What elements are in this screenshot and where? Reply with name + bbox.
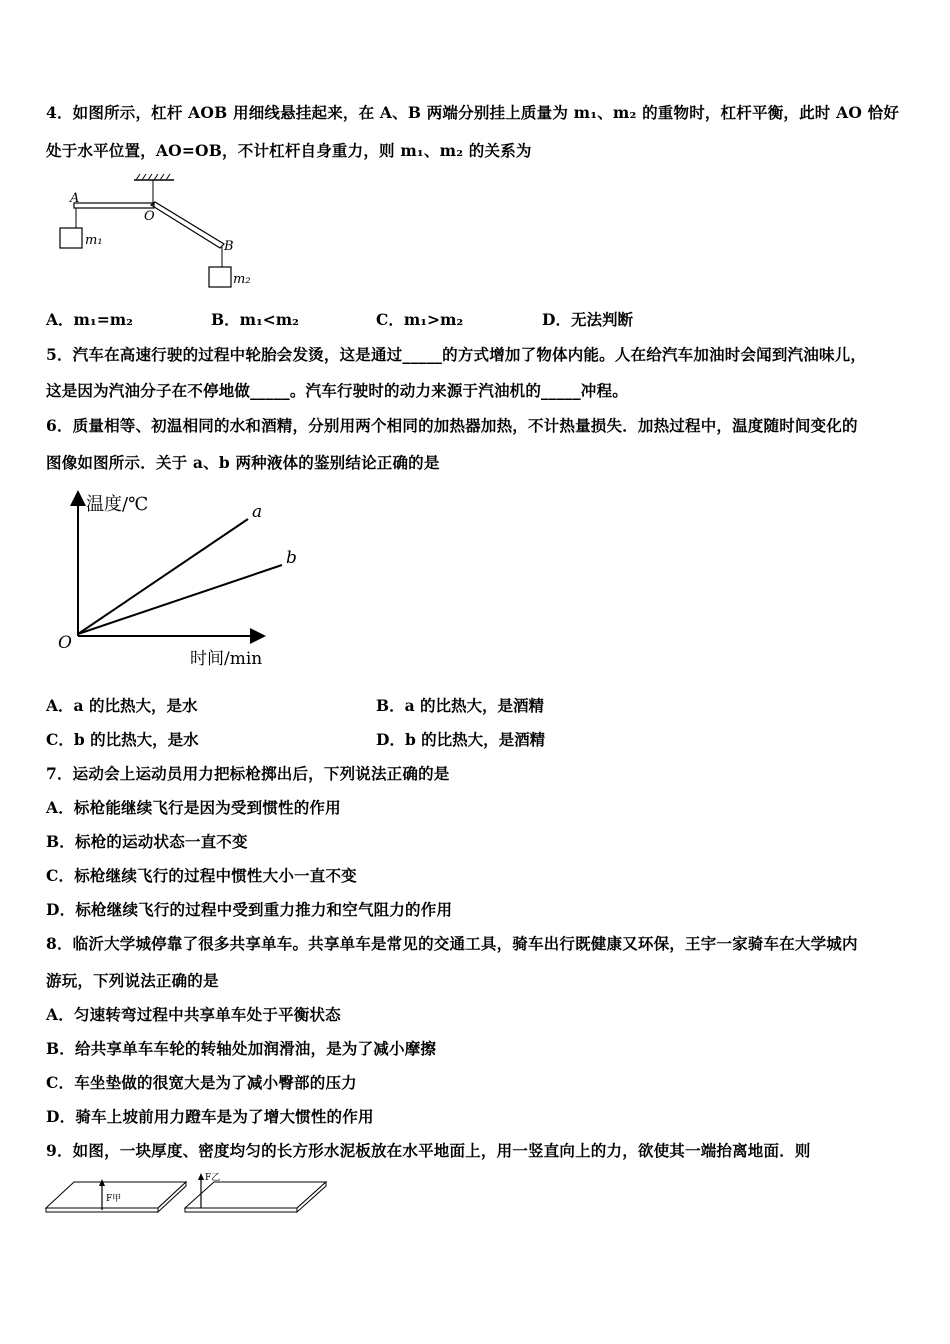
- series-line-a: [78, 519, 248, 634]
- q5-line-2: 这是因为汽油分子在不停地做_____。汽车行驶时的动力来源于汽油机的_____冲程。: [46, 381, 628, 400]
- label-o: O: [144, 209, 155, 224]
- q7-option-a: A．标枪能继续飞行是因为受到惯性的作用: [46, 798, 341, 817]
- q6-option-a: A．a 的比热大，是水: [46, 696, 198, 715]
- q6-option-d: D．b 的比热大，是酒精: [376, 730, 546, 749]
- q4-option-b: B．m₁<m₂: [211, 310, 299, 329]
- force-label-2: F乙: [205, 1173, 221, 1183]
- q8-option-d: D．骑车上坡前用力蹬车是为了增大惯性的作用: [46, 1107, 374, 1126]
- q4-line-1: 4．如图所示，杠杆 AOB 用细线悬挂起来，在 A、B 两端分别挂上质量为 m₁、m₂ 的重物时，杠杆平衡，此时 AO 恰好: [46, 103, 900, 122]
- label-b: B: [224, 239, 234, 254]
- q7-option-d: D．标枪继续飞行的过程中受到重力推力和空气阻力的作用: [46, 900, 453, 919]
- q5-line-1: 5．汽车在高速行驶的过程中轮胎会发烫，这是通过_____的方式增加了物体内能。人在给汽车加油时会闻到汽油味儿，: [46, 345, 867, 364]
- q6-option-c: C．b 的比热大，是水: [46, 730, 199, 749]
- slab-figure: [44, 1168, 334, 1220]
- q8-option-b: B．给共享单车车轮的转轴处加润滑油，是为了减小摩擦: [46, 1039, 437, 1058]
- q9-stem: 9．如图，一块厚度、密度均匀的长方形水泥板放在水平地面上，用一竖直向上的力，欲使其一端抬离地面．则: [46, 1141, 811, 1160]
- x-axis-label: 时间/min: [190, 649, 263, 669]
- y-axis-label: 温度/℃: [86, 494, 149, 515]
- q4-option-d: D．无法判断: [542, 310, 633, 329]
- series-label-a: a: [252, 502, 263, 522]
- temperature-time-chart: [44, 486, 297, 672]
- q4-option-a: A．m₁=m₂: [46, 310, 133, 329]
- q6-line-2: 图像如图所示．关于 a、b 两种液体的鉴别结论正确的是: [46, 453, 440, 472]
- force-label-1: F甲: [106, 1194, 122, 1204]
- q4-option-c: C．m₁>m₂: [376, 310, 464, 329]
- q8-option-c: C．车坐垫做的很宽大是为了减小臀部的压力: [46, 1073, 357, 1092]
- label-m1: m₁: [85, 233, 103, 248]
- label-a: A: [70, 191, 80, 206]
- series-label-b: b: [286, 548, 297, 568]
- label-m2: m₂: [233, 272, 251, 287]
- q6-option-b: B．a 的比热大，是酒精: [376, 696, 545, 715]
- q8-option-a: A．匀速转弯过程中共享单车处于平衡状态: [46, 1005, 341, 1024]
- lever-figure: [52, 172, 262, 290]
- q6-line-1: 6．质量相等、初温相同的水和酒精，分别用两个相同的加热器加热，不计热量损失．加热过程中，温度随时间变化的: [46, 416, 858, 435]
- q7-option-c: C．标枪继续飞行的过程中惯性大小一直不变: [46, 866, 357, 885]
- q8-line-1: 8．临沂大学城停靠了很多共享单车。共享单车是常见的交通工具，骑车出行既健康又环保，王宇一家骑车在大学城内: [46, 934, 858, 953]
- q8-line-2: 游玩，下列说法正确的是: [46, 971, 219, 990]
- q7-option-b: B．标枪的运动状态一直不变: [46, 832, 248, 851]
- q7-stem: 7．运动会上运动员用力把标枪掷出后，下列说法正确的是: [46, 764, 450, 783]
- origin-label: O: [58, 633, 72, 653]
- q4-line-2: 处于水平位置，AO=OB，不计杠杆自身重力，则 m₁、m₂ 的关系为: [46, 141, 532, 160]
- series-line-b: [78, 565, 282, 634]
